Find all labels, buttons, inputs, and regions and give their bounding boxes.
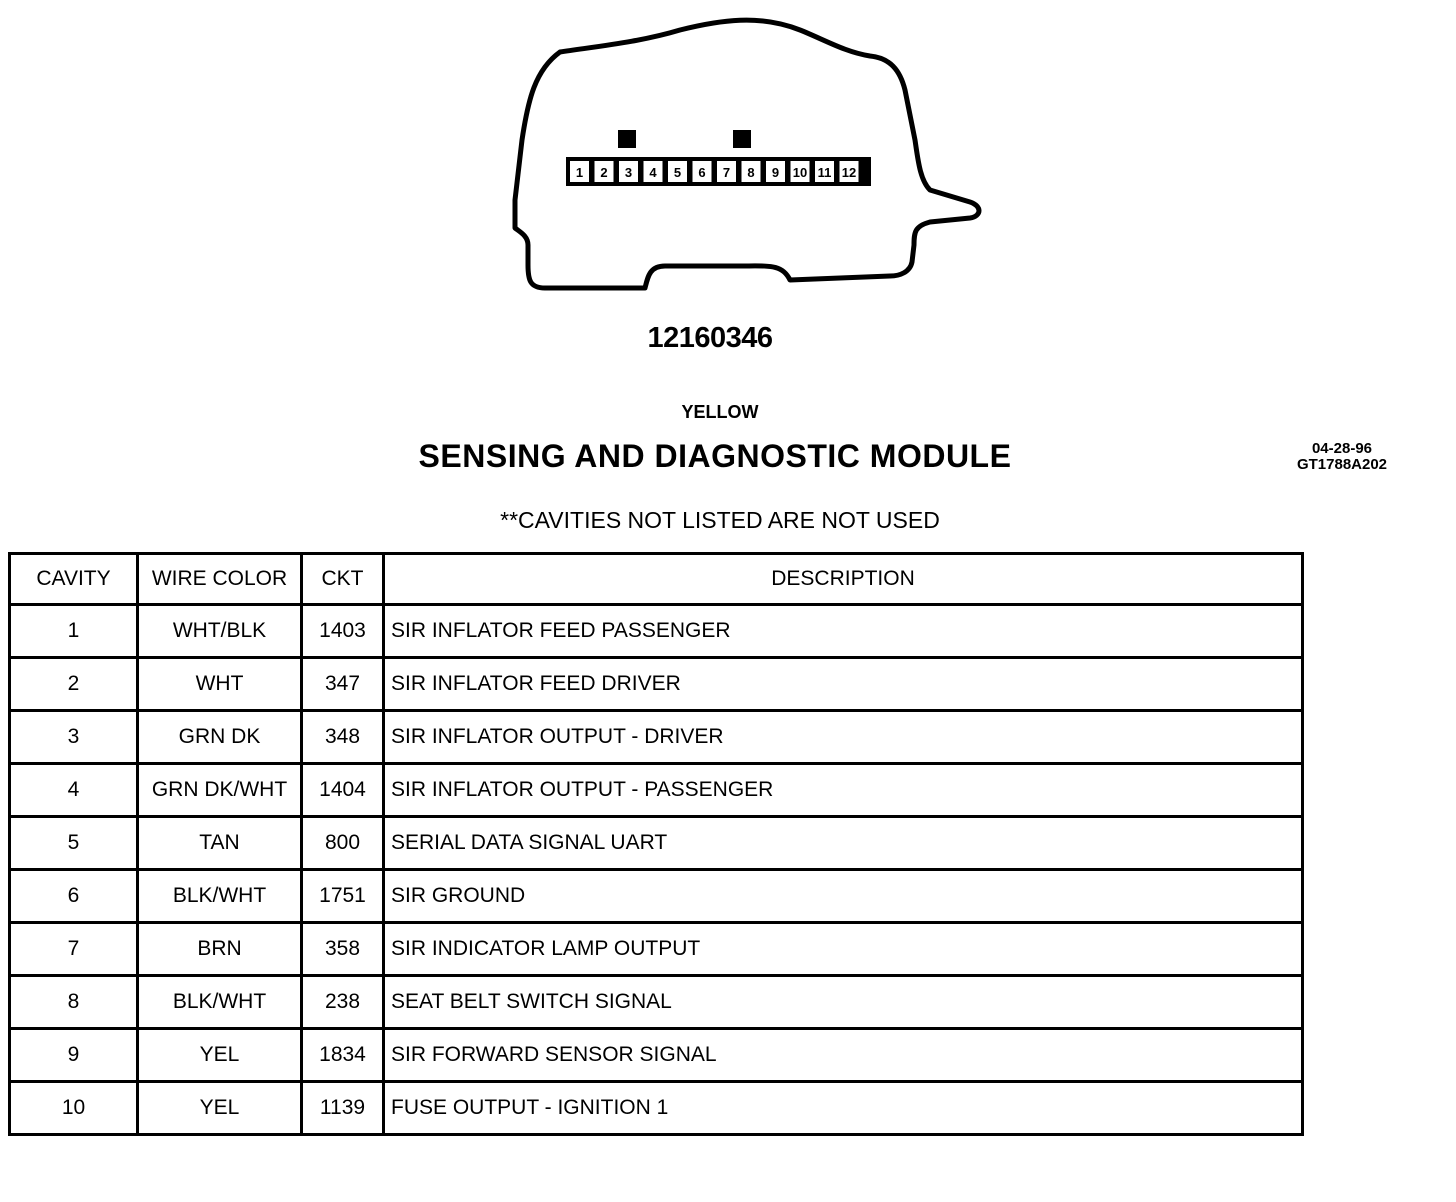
cavity-cell: 2 — [10, 658, 138, 711]
table-row — [10, 1082, 1303, 1135]
ckt-cell: 238 — [302, 976, 384, 1029]
key-tab-right — [733, 130, 751, 148]
pin-number-label: 5 — [673, 165, 682, 180]
table-row — [10, 711, 1303, 764]
cavity-cell: 3 — [10, 711, 138, 764]
description-cell: SIR FORWARD SENSOR SIGNAL — [384, 1029, 1303, 1082]
connector-color: YELLOW — [681, 402, 759, 422]
connector-housing-outline — [515, 20, 979, 288]
ckt-cell: 1751 — [302, 870, 384, 923]
description-cell: SIR INDICATOR LAMP OUTPUT — [384, 923, 1303, 976]
description-cell: SEAT BELT SWITCH SIGNAL — [384, 976, 1303, 1029]
unused-cavities-note: **CAVITIES NOT LISTED ARE NOT USED — [500, 507, 940, 533]
table-row — [10, 923, 1303, 976]
cavity-cell: 9 — [10, 1029, 138, 1082]
wire-color-cell: YEL — [138, 1029, 302, 1082]
pin-number-label: 3 — [624, 165, 633, 180]
wire-color-cell: GRN DK/WHT — [138, 764, 302, 817]
ckt-cell: 800 — [302, 817, 384, 870]
table-row — [10, 605, 1303, 658]
pin-number-label: 7 — [722, 165, 731, 180]
description-cell: FUSE OUTPUT - IGNITION 1 — [384, 1082, 1303, 1135]
description-cell: SIR INFLATOR OUTPUT - DRIVER — [384, 711, 1303, 764]
ckt-cell: 358 — [302, 923, 384, 976]
description-cell: SIR GROUND — [384, 870, 1303, 923]
table-row — [10, 976, 1303, 1029]
ckt-cell: 347 — [302, 658, 384, 711]
pinout-table — [8, 552, 1304, 1136]
connector-face-diagram — [0, 0, 1456, 320]
description-cell: SIR INFLATOR FEED PASSENGER — [384, 605, 1303, 658]
header-cavity: CAVITY — [10, 554, 138, 605]
pin-number-label: 11 — [817, 165, 832, 180]
pin-number-label: 9 — [771, 165, 780, 180]
description-cell: SERIAL DATA SIGNAL UART — [384, 817, 1303, 870]
table-row — [10, 817, 1303, 870]
wire-color-cell: YEL — [138, 1082, 302, 1135]
header-row — [10, 554, 1303, 605]
pin-number-label: 6 — [698, 165, 706, 180]
wire-color-cell: BLK/WHT — [138, 870, 302, 923]
cavity-cell: 6 — [10, 870, 138, 923]
part-number: 12160346 — [647, 322, 773, 354]
wire-color-cell: BLK/WHT — [138, 976, 302, 1029]
cavity-cell: 8 — [10, 976, 138, 1029]
pin-number-label: 1 — [575, 165, 584, 180]
ckt-cell: 1139 — [302, 1082, 384, 1135]
table-row — [10, 870, 1303, 923]
cavity-cell: 10 — [10, 1082, 138, 1135]
wire-color-cell: GRN DK — [138, 711, 302, 764]
cavity-cell: 4 — [10, 764, 138, 817]
pinout-table-body — [10, 605, 1303, 1135]
pin-number-label: 4 — [649, 165, 657, 180]
ckt-cell: 1404 — [302, 764, 384, 817]
table-row — [10, 658, 1303, 711]
wire-color-cell: TAN — [138, 817, 302, 870]
cavity-cell: 7 — [10, 923, 138, 976]
ckt-cell: 348 — [302, 711, 384, 764]
key-tab-left — [618, 130, 636, 148]
header-description: DESCRIPTION — [384, 554, 1303, 605]
description-cell: SIR INFLATOR OUTPUT - PASSENGER — [384, 764, 1303, 817]
pin-number-label: 8 — [747, 165, 755, 180]
wire-color-cell: WHT — [138, 658, 302, 711]
pin-number-label: 2 — [600, 165, 608, 180]
wire-color-cell: WHT/BLK — [138, 605, 302, 658]
pin-number-label: 10 — [792, 165, 808, 180]
header-wire-color: WIRE COLOR — [138, 554, 302, 605]
pin-number-label: 12 — [841, 165, 857, 180]
table-row — [10, 1029, 1303, 1082]
cavity-cell: 5 — [10, 817, 138, 870]
ckt-cell: 1834 — [302, 1029, 384, 1082]
document-date: 04-28-96 — [1311, 440, 1373, 457]
wire-color-cell: BRN — [138, 923, 302, 976]
cavity-cell: 1 — [10, 605, 138, 658]
description-cell: SIR INFLATOR FEED DRIVER — [384, 658, 1303, 711]
table-row — [10, 764, 1303, 817]
module-title: SENSING AND DIAGNOSTIC MODULE — [418, 438, 1012, 474]
header-ckt: CKT — [302, 554, 384, 605]
document-code: GT1788A202 — [1296, 456, 1388, 473]
ckt-cell: 1403 — [302, 605, 384, 658]
